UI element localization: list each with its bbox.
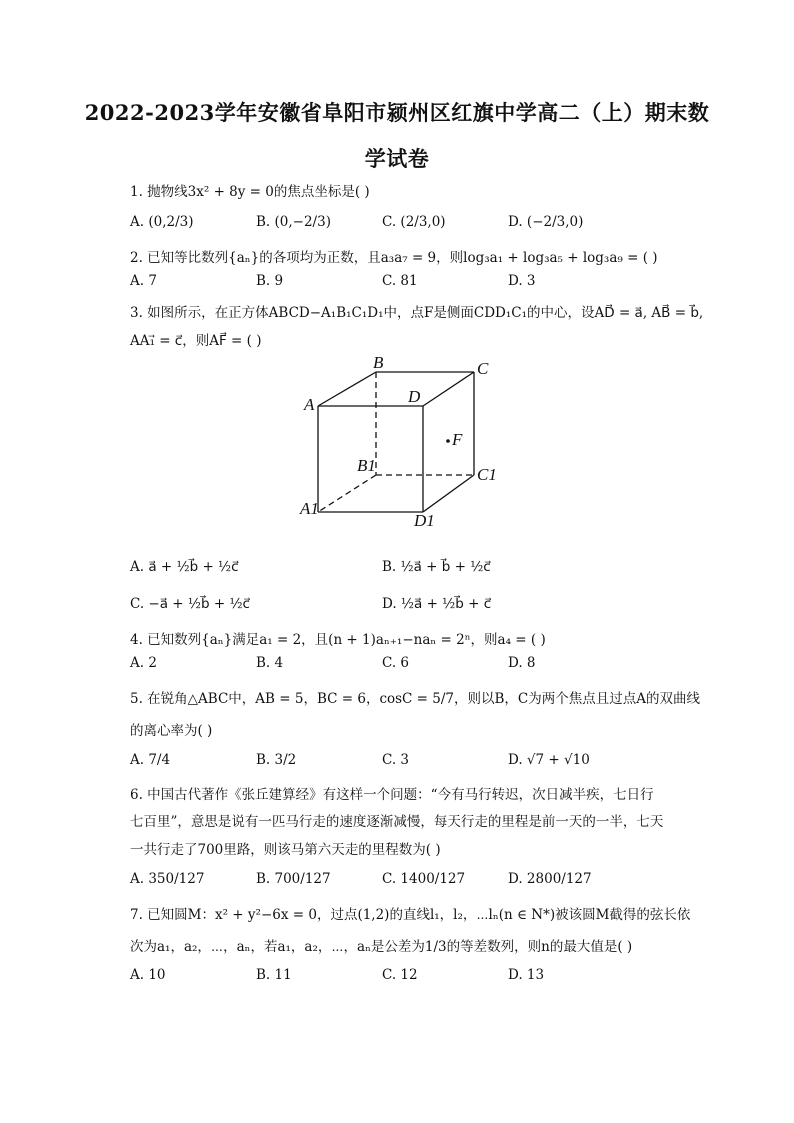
q6-stem-line-3: 一共行走了700里路，则该马第六天走的里程数为( ) bbox=[130, 842, 441, 858]
q5-stem-line-2: 的离心率为( ) bbox=[130, 723, 213, 739]
q6-option-b: B. 700/127 bbox=[256, 871, 331, 887]
q3-option-d: D. ½a⃗ + ½b⃗ + c⃗ bbox=[382, 596, 492, 612]
q7-option-d: D. 13 bbox=[508, 967, 545, 983]
q7-stem-line-2: 次为a₁，a₂，⋯，aₙ，若a₁，a₂，⋯，aₙ是公差为1/3的等差数列，则n的最大值是( ) bbox=[130, 939, 633, 955]
label-a: A bbox=[304, 395, 315, 414]
q1-option-a: A. (0,2/3) bbox=[130, 214, 194, 230]
q5-option-a: A. 7/4 bbox=[130, 752, 171, 768]
label-b: B bbox=[373, 353, 384, 372]
q7-option-c: C. 12 bbox=[382, 967, 418, 983]
q1-option-b: B. (0,−2/3) bbox=[256, 214, 331, 230]
label-c: C bbox=[477, 359, 489, 378]
q1-stem: 1. 抛物线3x² + 8y = 0的焦点坐标是( ) bbox=[130, 184, 370, 200]
q4-option-d: D. 8 bbox=[508, 655, 536, 671]
q2-option-a: A. 7 bbox=[130, 273, 157, 289]
q5-option-b: B. 3/2 bbox=[256, 752, 297, 768]
q7-option-a: A. 10 bbox=[130, 967, 166, 983]
label-d: D bbox=[408, 387, 421, 406]
q3-stem-line-1: 3. 如图所示，在正方体ABCD−A₁B₁C₁D₁中，点F是侧面CDD₁C₁的中心，设AD⃗ = a⃗, AB⃗ = b⃗, bbox=[130, 305, 704, 321]
q3-stem-line-2: AA₁⃗ = c⃗，则AF⃗ = ( ) bbox=[130, 333, 262, 349]
q4-option-a: A. 2 bbox=[130, 655, 157, 671]
q7-stem-line-1: 7. 已知圆M：x² + y²−6x = 0，过点(1,2)的直线l₁，l₂，⋯lₙ(n ∈ N*)被该圆M截得的弦长依 bbox=[130, 907, 691, 923]
q6-stem-line-1: 6. 中国古代著作《张丘建算经》有这样一个问题：“今有马行转迟，次日减半疾，七日行 bbox=[130, 787, 654, 803]
cube-figure bbox=[290, 350, 510, 530]
q4-option-b: B. 4 bbox=[256, 655, 284, 671]
title-line-1: 2022-2023学年安徽省阜阳市颍州区红旗中学高二（上）期末数 bbox=[84, 100, 710, 125]
label-c1: C1 bbox=[477, 465, 497, 484]
label-d1: D1 bbox=[414, 511, 435, 530]
q7-option-b: B. 11 bbox=[256, 967, 292, 983]
title-line-2: 学试卷 bbox=[364, 146, 430, 171]
q4-option-c: C. 6 bbox=[382, 655, 410, 671]
q2-option-c: C. 81 bbox=[382, 273, 418, 289]
q5-stem-line-1: 5. 在锐角△ABC中，AB = 5，BC = 6，cosC = 5/7，则以B，C为两个焦点且过点A的双曲线 bbox=[130, 691, 701, 707]
q6-option-a: A. 350/127 bbox=[130, 871, 205, 887]
q1-option-c: C. (2/3,0) bbox=[382, 214, 446, 230]
q6-stem-line-2: 七百里”，意思是说有一匹马行走的速度逐渐减慢，每天行走的里程是前一天的一半，七天 bbox=[130, 814, 664, 830]
q6-option-d: D. 2800/127 bbox=[508, 871, 592, 887]
q2-option-b: B. 9 bbox=[256, 273, 284, 289]
q2-option-d: D. 3 bbox=[508, 273, 536, 289]
q3-option-c: C. −a⃗ + ½b⃗ + ½c⃗ bbox=[130, 596, 250, 612]
q1-option-d: D. (−2/3,0) bbox=[508, 214, 584, 230]
q3-option-b: B. ½a⃗ + b⃗ + ½c⃗ bbox=[382, 559, 491, 575]
q5-option-d: D. √7 + √10 bbox=[508, 752, 590, 768]
q5-option-c: C. 3 bbox=[382, 752, 410, 768]
q2-stem: 2. 已知等比数列{aₙ}的各项均为正数，且a₃a₇ = 9，则log₃a₁ + log₃a₅ + log₃a₉ = ( ) bbox=[130, 250, 658, 266]
label-f: F bbox=[452, 430, 463, 449]
q4-stem: 4. 已知数列{aₙ}满足a₁ = 2，且(n + 1)aₙ₊₁−naₙ = 2ⁿ，则a₄ = ( ) bbox=[130, 632, 546, 648]
q3-option-a: A. a⃗ + ½b⃗ + ½c⃗ bbox=[130, 559, 239, 575]
label-b1: B1 bbox=[357, 456, 376, 475]
q6-option-c: C. 1400/127 bbox=[382, 871, 466, 887]
point-f-dot bbox=[446, 439, 450, 443]
label-a1: A1 bbox=[300, 499, 319, 518]
